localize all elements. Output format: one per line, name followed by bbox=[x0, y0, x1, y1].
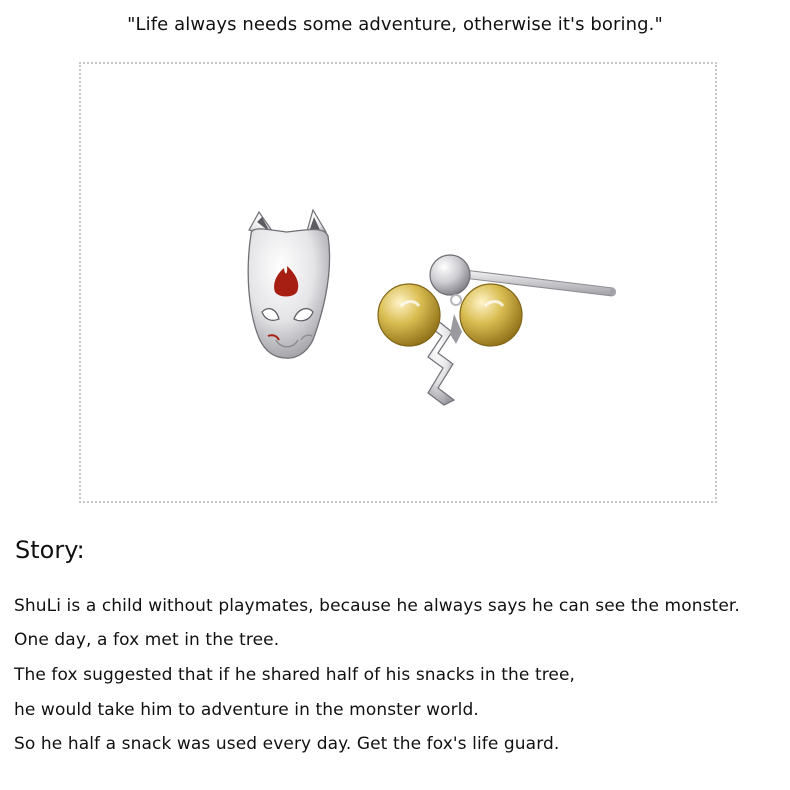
story-line: he would take him to adventure in the monster world. bbox=[14, 700, 479, 720]
story-line: The fox suggested that if he shared half of his snacks in the tree, bbox=[14, 665, 576, 685]
earrings-illustration bbox=[81, 64, 715, 501]
fox-mask-earring bbox=[248, 210, 329, 358]
story-heading: Story: bbox=[15, 536, 85, 564]
bell-charm-earring bbox=[378, 255, 616, 405]
story-line: ShuLi is a child without playmates, because he always says he can see the monster. bbox=[14, 596, 740, 616]
story-line: So he half a snack was used every day. Get the fox's life guard. bbox=[14, 734, 560, 754]
story-line: One day, a fox met in the tree. bbox=[14, 630, 280, 650]
quote-text: "Life always needs some adventure, otherwise it's boring." bbox=[127, 14, 663, 35]
product-image-frame bbox=[79, 62, 717, 503]
